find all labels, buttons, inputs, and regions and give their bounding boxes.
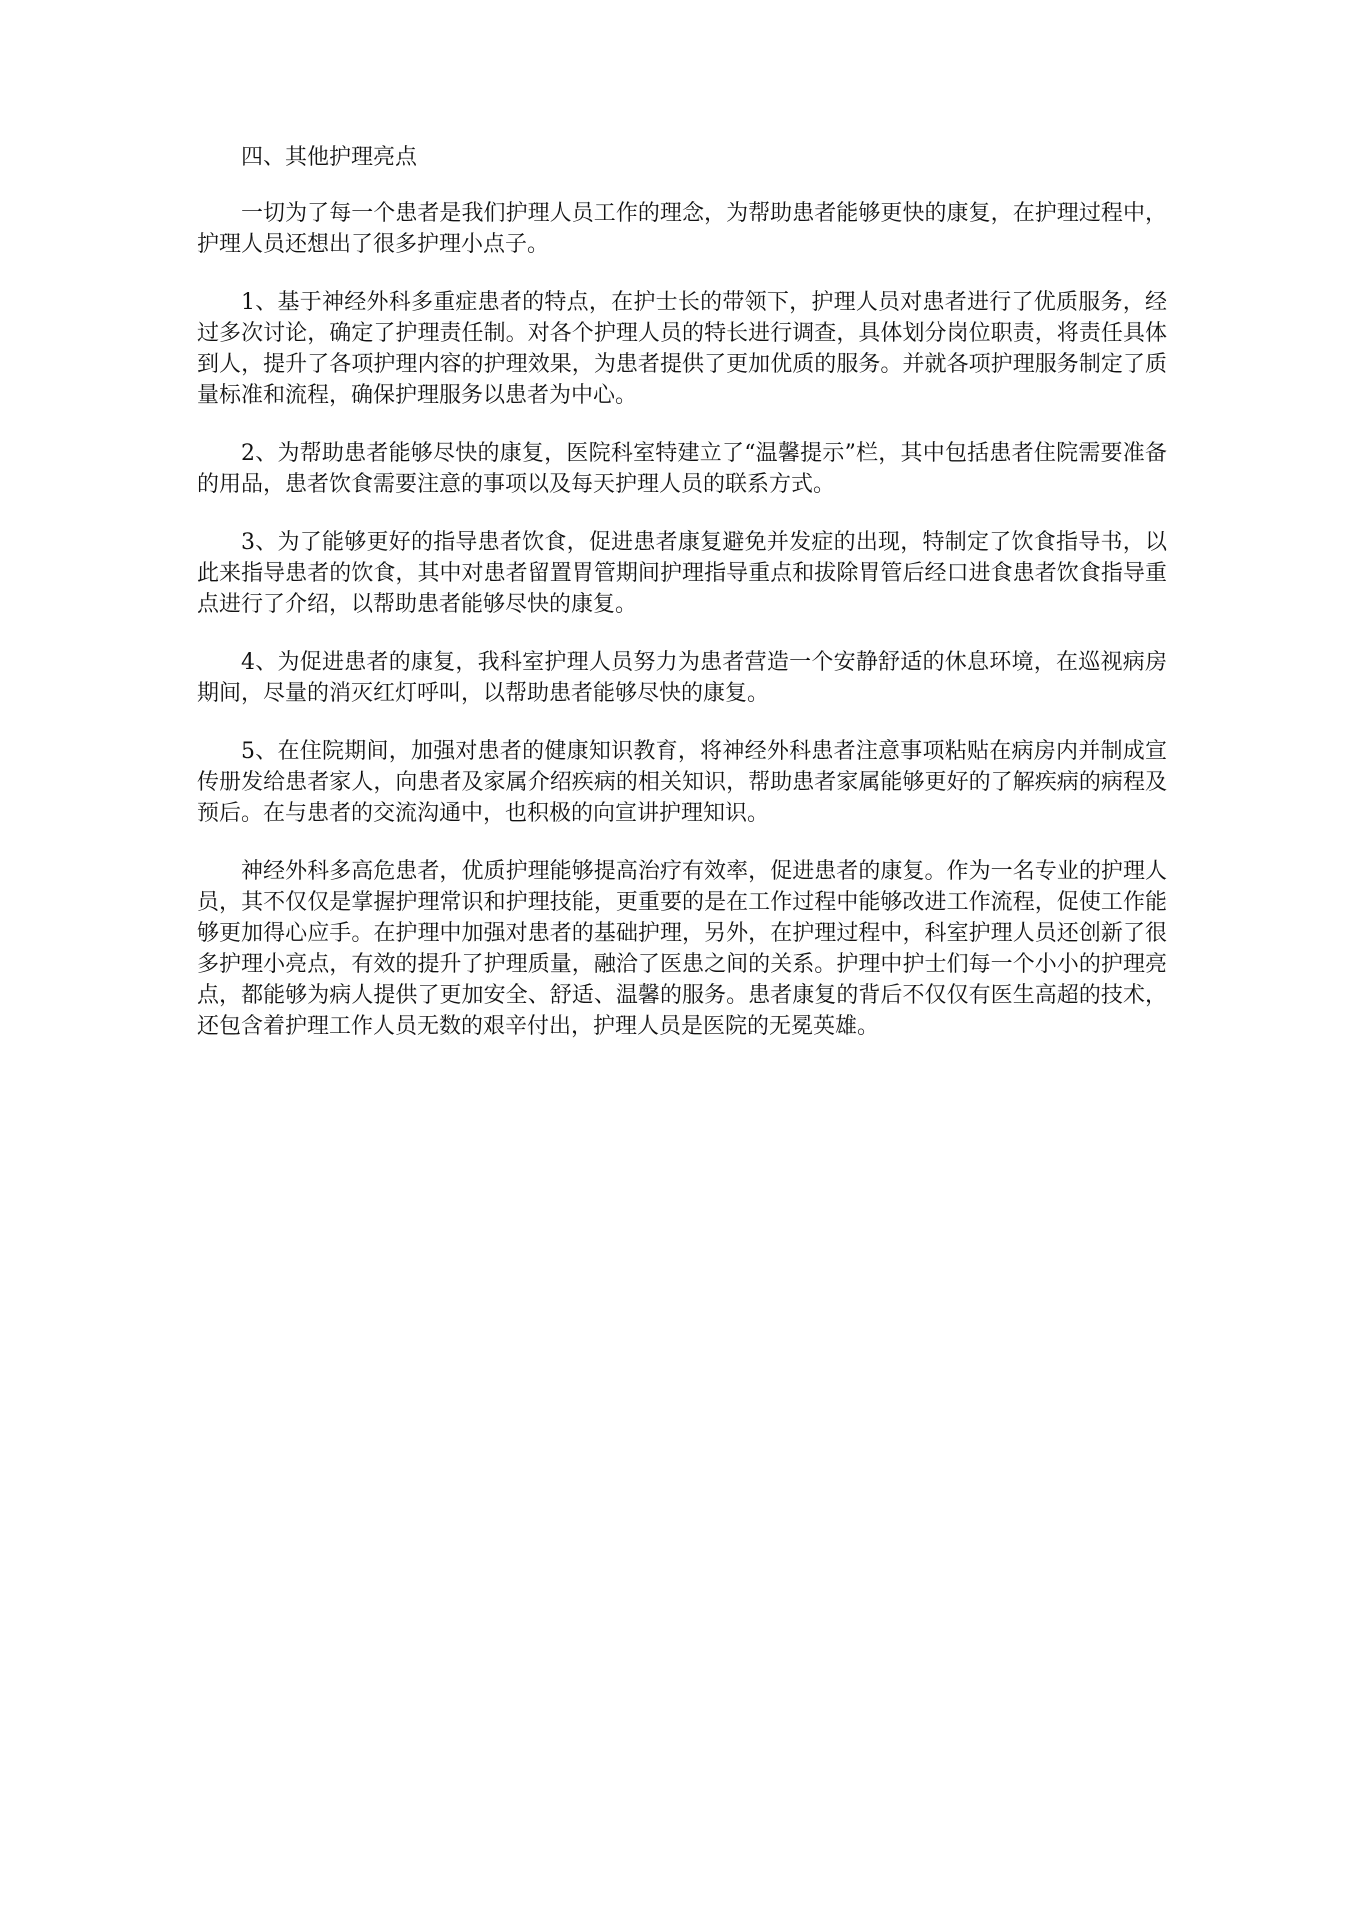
document-body [197,142,1167,1069]
paragraph-item-2: 2、为帮助患者能够尽快的康复，医院科室特建立了“温馨提示”栏，其中包括患者住院需要准备的用品，患者饮食需要注意的事项以及每天护理人员的联系方式。 [197,441,1167,497]
paragraph-item-3: 3、为了能够更好的指导患者饮食，促进患者康复避免并发症的出现，特制定了饮食指导书，以此来指导患者的饮食，其中对患者留置胃管期间护理指导重点和拔除胃管后经口进食患者饮食指导重点进行了介绍，以帮助患者能够尽快的康复。 [197,530,1167,617]
paragraph-conclusion: 神经外科多高危患者，优质护理能够提高治疗有效率，促进患者的康复。作为一名专业的护理人员，其不仅仅是掌握护理常识和护理技能，更重要的是在工作过程中能够改进工作流程，促使工作能够更加得心应手。在护理中加强对患者的基础护理，另外，在护理过程中，科室护理人员还创新了很多护理小亮点，有效的提升了护理质量，融洽了医患之间的关系。护理中护士们每一个小小的护理亮点，都能够为病人提供了更加安全、舒适、温馨的服务。患者康复的背后不仅仅有医生高超的技术，还包含着护理工作人员无数的艰辛付出，护理人员是医院的无冕英雄。 [197,859,1167,1039]
paragraph-item-1: 1、基于神经外科多重症患者的特点，在护士长的带领下，护理人员对患者进行了优质服务，经过多次讨论，确定了护理责任制。对各个护理人员的特长进行调查，具体划分岗位职责，将责任具体到人，提升了各项护理内容的护理效果，为患者提供了更加优质的服务。并就各项护理服务制定了质量标准和流程，确保护理服务以患者为中心。 [197,290,1167,408]
paragraph-intro: 一切为了每一个患者是我们护理人员工作的理念，为帮助患者能够更快的康复，在护理过程中，护理人员还想出了很多护理小点子。 [197,201,1167,257]
paragraph-item-5: 5、在住院期间，加强对患者的健康知识教育，将神经外科患者注意事项粘贴在病房内并制成宣传册发给患者家人，向患者及家属介绍疾病的相关知识，帮助患者家属能够更好的了解疾病的病程及预后。在与患者的交流沟通中，也积极的向宣讲护理知识。 [197,739,1167,826]
section-heading: 四、其他护理亮点 [241,145,418,170]
paragraph-item-4: 4、为促进患者的康复，我科室护理人员努力为患者营造一个安静舒适的休息环境，在巡视病房期间，尽量的消灭红灯呼叫，以帮助患者能够尽快的康复。 [197,650,1167,706]
